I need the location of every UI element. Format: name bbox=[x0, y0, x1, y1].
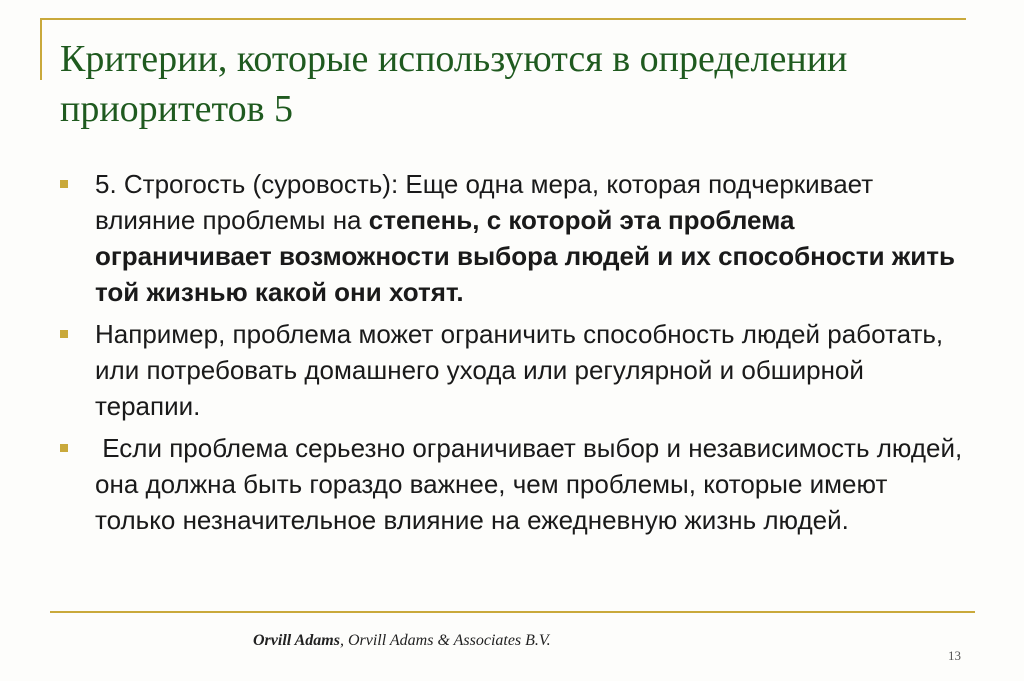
top-divider bbox=[40, 18, 966, 20]
bottom-divider bbox=[50, 611, 975, 613]
bullet-3-text: Если проблема серьезно ограничивает выбор и независимость людей, она должна быть гораздо важнее, чем проблемы, которые имеют только незначительное влияние на ежедневную жизнь людей. bbox=[95, 433, 970, 535]
slide-title: Критерии, которые используются в определении приоритетов 5 bbox=[60, 38, 848, 130]
bullet-item-3 bbox=[60, 430, 970, 538]
footer-organization: , Orvill Adams & Associates B.V. bbox=[339, 632, 551, 649]
bullet-2-text: Например, проблема может ограничить способность людей работать, или потребовать домашнего ухода или регулярной и обширной терапии. bbox=[95, 319, 944, 421]
square-bullet-icon bbox=[60, 330, 68, 338]
title-side-divider bbox=[40, 18, 42, 80]
square-bullet-icon bbox=[60, 180, 68, 188]
bullet-list bbox=[60, 166, 970, 544]
bullet-item-1 bbox=[60, 166, 970, 310]
footer-author: Orvill Adams bbox=[253, 632, 340, 649]
footer-credit bbox=[253, 632, 551, 650]
bullet-1-text: 5. Строгость (суровость): Еще одна мера, которая подчеркивает влияние проблемы на bbox=[95, 169, 874, 235]
square-bullet-icon bbox=[60, 444, 68, 452]
bullet-1-emphasis: степень, с которой эта проблема ограничивает возможности выбора людей и их способности жить той жизнью какой они хотят. bbox=[95, 205, 955, 307]
bullet-item-2 bbox=[60, 316, 970, 424]
page-number: 13 bbox=[948, 648, 961, 663]
